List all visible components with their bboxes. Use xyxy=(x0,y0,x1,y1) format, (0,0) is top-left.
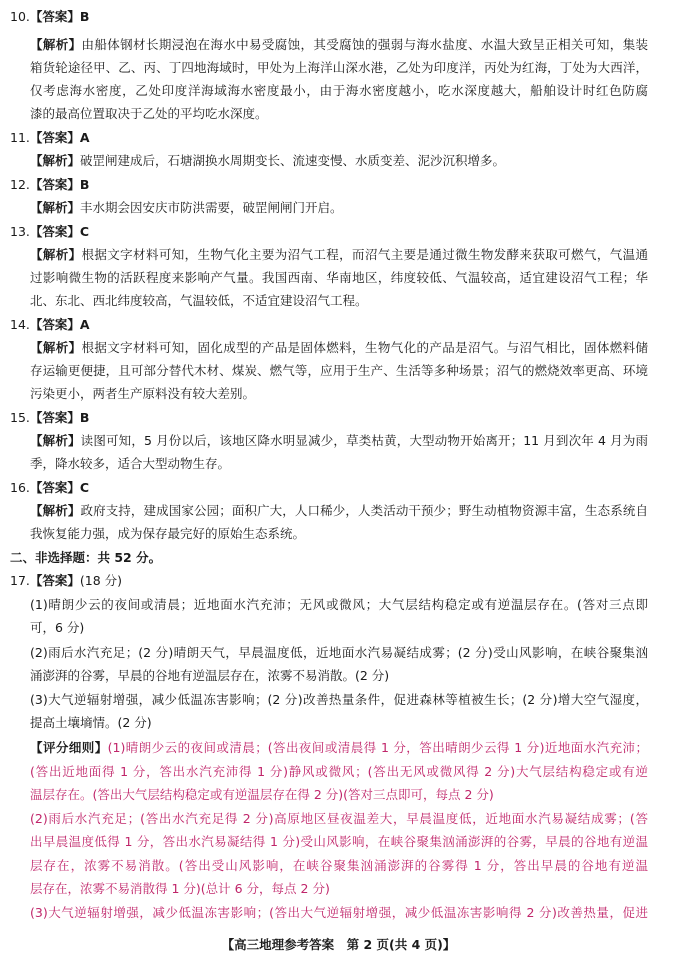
q15-explanation-line: 季，降水较多，适合大型动物生存。 xyxy=(30,456,231,471)
q17-answer-text: 可，6 分) xyxy=(30,620,85,635)
q14-explanation-line: 存运输更便捷，且可部分替代木材、煤炭、燃气等，应用于生产、生活等多种场景；沼气的燃烧效率更高、环境 xyxy=(30,363,648,378)
q16-explanation-line: 我恢复能力强，成为保存最完好的原始生态系统。 xyxy=(30,526,306,541)
q14-explanation-line: 污染更小，两者生产原料没有较大差别。 xyxy=(30,386,256,401)
q14-answer-line: 14.【答案】A xyxy=(10,317,90,332)
scoring-rules-line: (2)雨后水汽充足；(答出水汽充足得 2 分)高原地区昼夜温差大，早晨温度低，近地面水汽易凝结成雾；(答 xyxy=(30,811,648,826)
q12-explanation-line: 【解析】丰水期会因安庆市防洪需要，破罡闸闸门开启。 xyxy=(30,200,343,215)
q12-answer-line: 12.【答案】B xyxy=(10,177,90,192)
scoring-rules-line: 【评分细则】(1)晴朗少云的夜间或清晨；(答出夜间或清晨得 1 分，答出晴朗少云得 1 分)近地面水汽充沛； xyxy=(30,740,648,755)
q13-answer-line: 13.【答案】C xyxy=(10,224,90,239)
scoring-rules-line: 出早晨温度低得 1 分，答出水汽易凝结得 1 分)受山风影响，在峡谷聚集汹涌澎湃的谷雾，早晨的谷地有逆温 xyxy=(30,834,648,849)
q10-explanation-line: 漆的最高位置取决于乙处的平均吃水深度。 xyxy=(30,106,268,121)
q17-answer-text: 涌澎湃的谷雾，早晨的谷地有逆温层存在，浓雾不易消散。(2 分) xyxy=(30,668,390,683)
q15-explanation-line: 【解析】读图可知，5 月份以后，该地区降水明显减少，草类枯黄，大型动物开始离开；11 月到次年 4 月为雨 xyxy=(30,433,648,448)
scoring-rules-line: 层存在，浓雾不易消散得 1 分)(总计 6 分，每点 2 分) xyxy=(30,881,330,896)
q10-explanation-line: 仅考虑海水密度，乙处印度洋海域海水密度最小，由于海水密度越小，吃水深度越大，船舶设计时红色防腐 xyxy=(30,83,648,98)
q16-explanation-line: 【解析】政府支持，建成国家公园；面积广大，人口稀少，人类活动干预少；野生动植物资源丰富，生态系统自 xyxy=(30,503,648,518)
q11-explanation-line: 【解析】破罡闸建成后，石塘湖换水周期变长、流速变慢、水质变差、泥沙沉积增多。 xyxy=(30,153,506,168)
q10-answer-line: 10.【答案】B xyxy=(10,9,90,24)
page-footer: 【高三地理参考答案 第 2 页(共 4 页)】 xyxy=(221,937,456,952)
q11-answer-line: 11.【答案】A xyxy=(10,130,90,145)
scoring-rules-line: (答出近地面得 1 分，答出水汽充沛得 1 分)静风或微风；(答出无风或微风得 2 分)大气层结构稳定或有逆 xyxy=(30,764,648,779)
q13-explanation-line: 【解析】根据文字材料可知，生物气化主要为沼气工程，而沼气主要是通过微生物发酵来获取可燃气，气温通 xyxy=(30,247,648,262)
scoring-rules-line: 温层存在。(答出大气层结构稳定或有逆温层存在得 2 分)(答对三点即可，每点 2 分) xyxy=(30,787,494,802)
q17-answer-text: (2)雨后水汽充足；(2 分)晴朗天气，早晨温度低，近地面水汽易凝结成雾；(2 分)受山风影响，在峡谷聚集汹 xyxy=(30,645,648,660)
scoring-rules-line: 层存在，浓雾不易消散。(答出受山风影响，在峡谷聚集汹涌澎湃的谷雾得 1 分，答出早晨的谷地有逆温 xyxy=(30,858,648,873)
scoring-rules-line: (3)大气逆辐射增强，减少低温冻害影响；(答出大气逆辐射增强，减少低温冻害影响得 2 分)改善热量，促进 xyxy=(30,905,648,920)
q13-explanation-line: 北、东北、西北纬度较高，气温较低，不适宜建设沼气工程。 xyxy=(30,293,368,308)
q10-explanation-line: 【解析】由船体钢材长期浸泡在海水中易受腐蚀，其受腐蚀的强弱与海水盐度、水温大致呈正相关可知，集装 xyxy=(30,37,648,52)
q15-answer-line: 15.【答案】B xyxy=(10,410,90,425)
section-heading: 二、非选择题：共 52 分。 xyxy=(10,550,162,565)
q17-answer-text: (3)大气逆辐射增强，减少低温冻害影响；(2 分)改善热量条件，促进森林等植被生长；(2 分)增大空气湿度， xyxy=(30,692,648,707)
q13-explanation-line: 过影响微生物的活跃程度来影响产气量。我国西南、华南地区，纬度较低、气温较高，适宜建设沼气工程；华 xyxy=(30,270,648,285)
q17-answer-text: (1)晴朗少云的夜间或清晨；近地面水汽充沛；无风或微风；大气层结构稳定或有逆温层存在。(答对三点即 xyxy=(30,597,648,612)
q17-answer-text: 提高土壤墒情。(2 分) xyxy=(30,715,152,730)
q10-explanation-line: 箱货轮途径甲、乙、丙、丁四地海域时，甲处为上海洋山深水港，乙处为印度洋，丙处为红海，丁处为大西洋， xyxy=(30,60,648,75)
q17-answer-line: 17.【答案】(18 分) xyxy=(10,573,123,588)
q16-answer-line: 16.【答案】C xyxy=(10,480,90,495)
q14-explanation-line: 【解析】根据文字材料可知，固化成型的产品是固体燃料，生物气化的产品是沼气。与沼气相比，固体燃料储 xyxy=(30,340,648,355)
